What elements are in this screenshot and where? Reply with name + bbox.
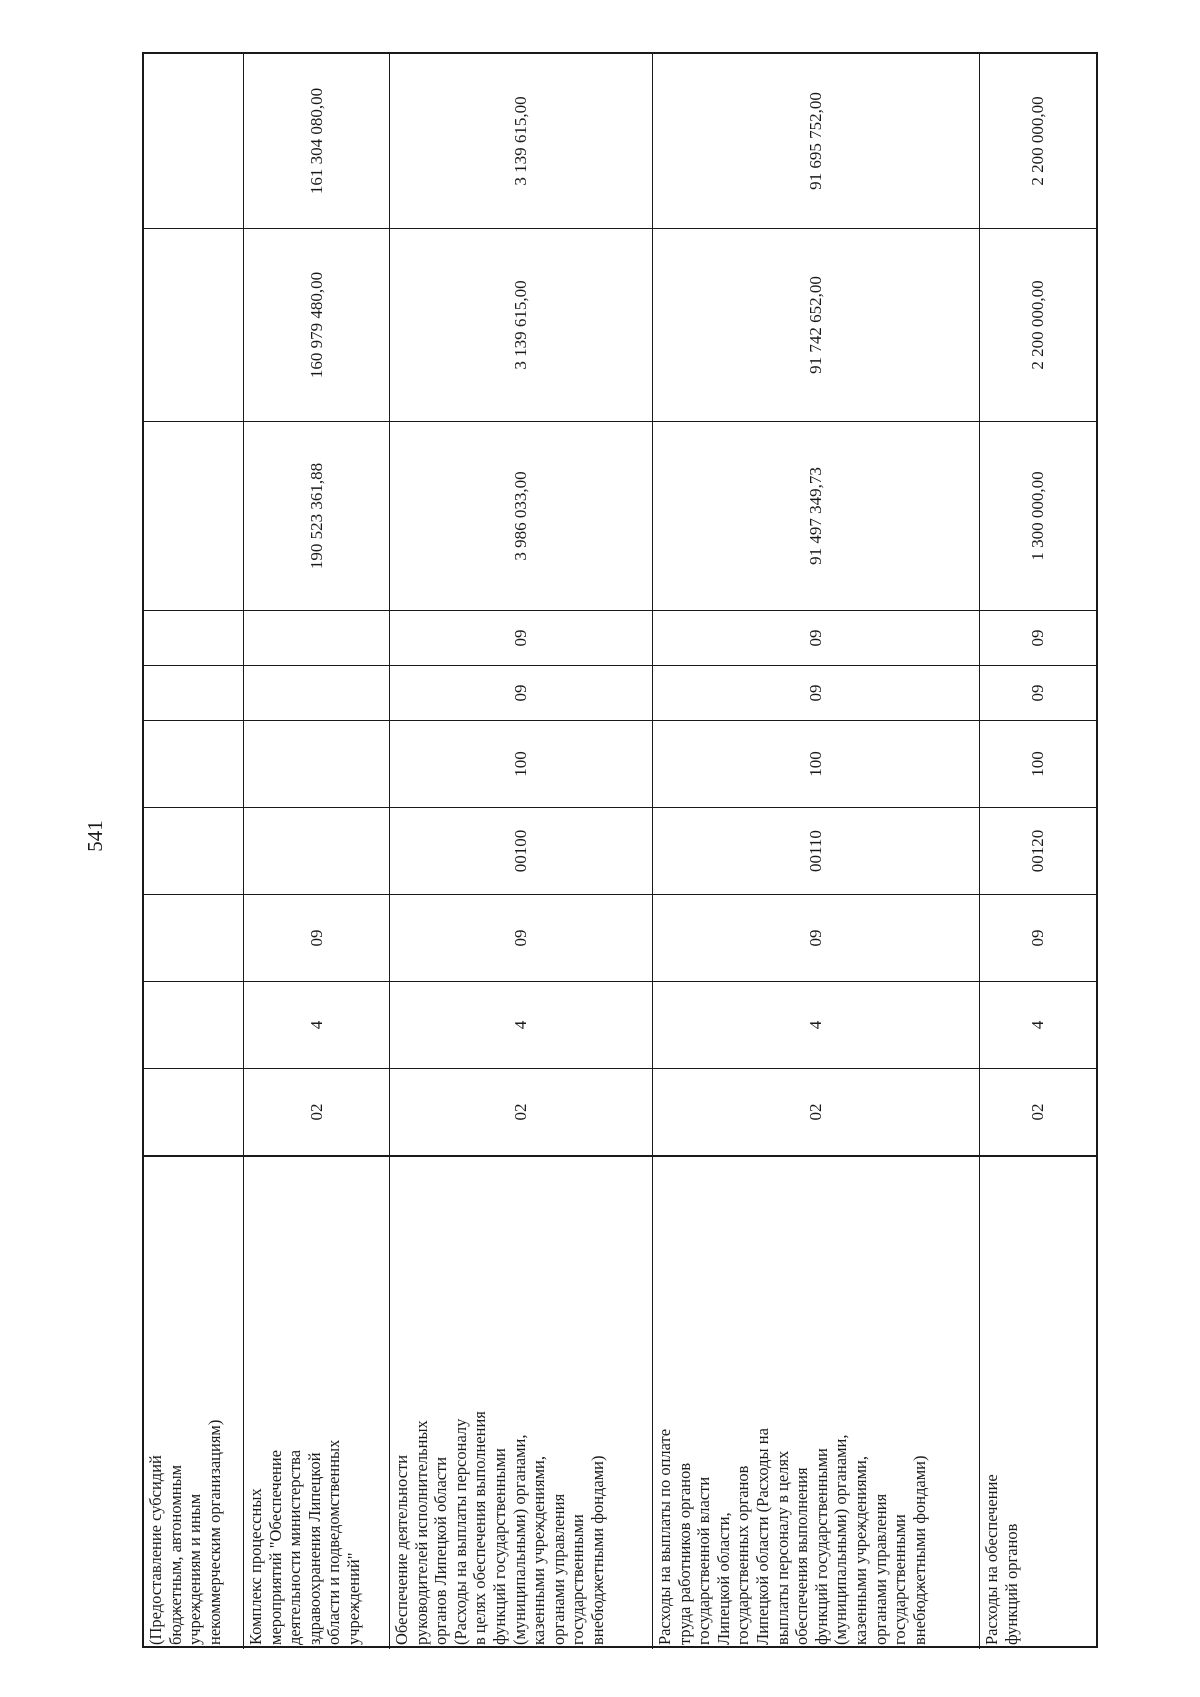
table-cell	[144, 54, 244, 228]
table-cell	[390, 1069, 653, 1155]
table-cell	[980, 611, 1096, 665]
row-name-line: (муниципальными) органами,	[831, 1434, 851, 1645]
cell-amount-1: 3 986 033,00	[511, 471, 530, 561]
row-name-line: казенными учреждениями,	[529, 1456, 549, 1645]
row-name-line: функций государственными	[811, 1448, 831, 1645]
row-name-line: здравоохранения Липецкой	[304, 1452, 324, 1645]
row-name-line: функций государственными	[489, 1448, 509, 1645]
table-cell	[980, 54, 1096, 228]
table-cell	[653, 229, 980, 421]
table-cell	[390, 422, 653, 610]
table-cell	[244, 611, 390, 665]
row-name-line: государственными	[890, 1514, 910, 1645]
row-name	[390, 1157, 653, 1649]
table-cell	[653, 808, 980, 894]
table-cell	[244, 982, 390, 1068]
cell-subsection: 4	[511, 1020, 530, 1030]
column-program	[144, 895, 1096, 982]
table-cell	[244, 895, 390, 981]
cell-subsection: 4	[306, 1020, 326, 1030]
row-name-line: труда работников органов	[674, 1462, 694, 1645]
cell-amount-3: 3 139 615,00	[511, 96, 530, 186]
column-complex	[144, 611, 1096, 666]
cell-subsection: 4	[806, 1020, 825, 1030]
table-cell	[244, 666, 390, 720]
cell-amount-2: 160 979 480,00	[306, 271, 326, 379]
row-name-line: области и подведомственных	[324, 1439, 344, 1645]
cell-amount-1: 1 300 000,00	[1028, 471, 1047, 561]
row-name-line: руководителей исполнительных	[411, 1420, 431, 1645]
row-name-line: некоммерческим организациям)	[204, 1419, 224, 1645]
table-cell	[244, 721, 390, 807]
row-name-line: функций органов	[1001, 1523, 1021, 1645]
table-cell	[390, 611, 653, 665]
row-name-line: внебюджетными фондами)	[587, 1455, 607, 1645]
row-name	[244, 1157, 390, 1649]
table-cell	[244, 1069, 390, 1155]
row-name-line: учреждениям и иным	[185, 1493, 205, 1645]
table-cell	[653, 1157, 980, 1649]
table-cell	[144, 895, 244, 981]
row-name-line: мероприятий "Обеспечение	[265, 1450, 285, 1645]
cell-target-item: 00110	[806, 830, 825, 872]
table-cell	[144, 1157, 244, 1649]
table-cell	[980, 1157, 1096, 1649]
table-cell	[244, 229, 390, 421]
row-name-line: внебюджетными фондами)	[909, 1455, 929, 1645]
cell-program: 09	[306, 929, 326, 947]
cell-amount-2: 3 139 615,00	[511, 280, 530, 370]
cell-subsection: 4	[1028, 1020, 1047, 1030]
row-name-line: Липецкой области (Расходы на	[752, 1428, 772, 1645]
row-name-line: учреждений"	[343, 1552, 363, 1645]
cell-amount-2: 2 200 000,00	[1028, 280, 1047, 370]
table-cell	[244, 1157, 390, 1649]
cell-subprogram: 09	[1028, 684, 1047, 702]
cell-target-item: 00120	[1028, 829, 1047, 873]
row-name-line: Липецкой области,	[713, 1512, 733, 1645]
table-cell	[390, 721, 653, 807]
row-name-line: Расходы на обеспечение	[982, 1474, 1001, 1645]
table-cell	[390, 895, 653, 981]
table-cell	[653, 1069, 980, 1155]
row-name-line: в целях обеспечения выполнения	[470, 1411, 490, 1645]
column-subsection	[144, 982, 1096, 1069]
row-name-line: деятельности министерства	[285, 1449, 305, 1645]
table-cell	[244, 54, 390, 228]
column-target-item	[144, 808, 1096, 895]
table-cell	[390, 229, 653, 421]
row-name-line: Комплекс процессных	[246, 1488, 265, 1645]
row-name-line: бюджетным, автономным	[165, 1464, 185, 1645]
table-cell	[653, 422, 980, 610]
table-cell	[980, 666, 1096, 720]
row-name-line: государственной власти	[694, 1476, 714, 1645]
table-cell	[980, 229, 1096, 421]
cell-complex: 09	[806, 629, 825, 647]
table-cell	[980, 895, 1096, 981]
table-cell	[980, 721, 1096, 807]
row-name	[653, 1157, 980, 1649]
table-cell	[390, 982, 653, 1068]
cell-amount-3: 161 304 080,00	[306, 87, 326, 195]
table-cell	[144, 422, 244, 610]
row-name-line: (Расходы на выплаты персоналу	[450, 1418, 470, 1645]
row-name-line: выплаты персоналу в целях	[772, 1450, 792, 1645]
table-cell	[390, 808, 653, 894]
row-name-line: (Предоставление субсидий	[146, 1455, 165, 1645]
row-name-line: казенными учреждениями,	[850, 1456, 870, 1645]
column-amount-2	[144, 229, 1096, 422]
cell-program: 09	[511, 929, 530, 947]
cell-subprogram: 09	[511, 684, 530, 702]
column-name	[144, 1156, 1096, 1649]
table-cell	[653, 54, 980, 228]
table-cell	[390, 666, 653, 720]
page-number: 541	[83, 820, 107, 852]
cell-complex: 09	[1028, 629, 1047, 647]
cell-expense-type: 100	[806, 751, 825, 777]
cell-program: 09	[806, 929, 825, 947]
column-section	[144, 1069, 1096, 1156]
cell-complex: 09	[511, 629, 530, 647]
table-cell	[144, 721, 244, 807]
table-cell	[144, 982, 244, 1068]
table-cell	[244, 808, 390, 894]
row-name	[144, 1157, 244, 1649]
column-amount-1	[144, 422, 1096, 611]
row-name-line: государственными	[568, 1514, 588, 1645]
cell-amount-3: 91 695 752,00	[806, 92, 825, 190]
table-cell	[653, 895, 980, 981]
table-cell	[653, 721, 980, 807]
row-name-line: органами управления	[548, 1493, 568, 1645]
table-cell	[653, 611, 980, 665]
column-amount-3	[144, 54, 1096, 229]
row-name-line: Расходы на выплаты по оплате	[655, 1428, 674, 1645]
cell-subprogram: 09	[806, 684, 825, 702]
cell-section: 02	[511, 1103, 530, 1121]
table-cell	[144, 611, 244, 665]
cell-amount-2: 91 742 652,00	[806, 276, 825, 374]
cell-section: 02	[806, 1103, 825, 1121]
cell-amount-3: 2 200 000,00	[1028, 96, 1047, 186]
cell-amount-1: 190 523 361,88	[306, 462, 326, 570]
budget-table	[142, 52, 1098, 1648]
row-name-line: государственных органов	[733, 1465, 753, 1645]
row-name-line: органами управления	[870, 1493, 890, 1645]
cell-section: 02	[306, 1103, 326, 1121]
row-name	[980, 1157, 1096, 1649]
table-cell	[144, 229, 244, 421]
column-subprogram	[144, 666, 1096, 721]
table-cell	[980, 422, 1096, 610]
table-cell	[653, 982, 980, 1068]
table-cell	[244, 422, 390, 610]
cell-expense-type: 100	[1028, 751, 1047, 777]
table-cell	[980, 808, 1096, 894]
table-cell	[144, 666, 244, 720]
table-cell	[653, 666, 980, 720]
cell-amount-1: 91 497 349,73	[806, 467, 825, 565]
row-name-line: обеспечения выполнения	[792, 1467, 812, 1645]
table-cell	[390, 1157, 653, 1649]
column-expense-type	[144, 721, 1096, 808]
row-name-line: органов Липецкой области	[431, 1456, 451, 1645]
table-cell	[390, 54, 653, 228]
row-name-line: (муниципальными) органами,	[509, 1434, 529, 1645]
table-cell	[144, 1069, 244, 1155]
table-cell	[144, 808, 244, 894]
row-name-line: Обеспечение деятельности	[392, 1454, 411, 1645]
table-cell	[980, 1069, 1096, 1155]
cell-expense-type: 100	[511, 751, 530, 777]
cell-section: 02	[1028, 1103, 1047, 1121]
table-cell	[980, 982, 1096, 1068]
cell-program: 09	[1028, 929, 1047, 947]
cell-target-item: 00100	[511, 829, 530, 873]
